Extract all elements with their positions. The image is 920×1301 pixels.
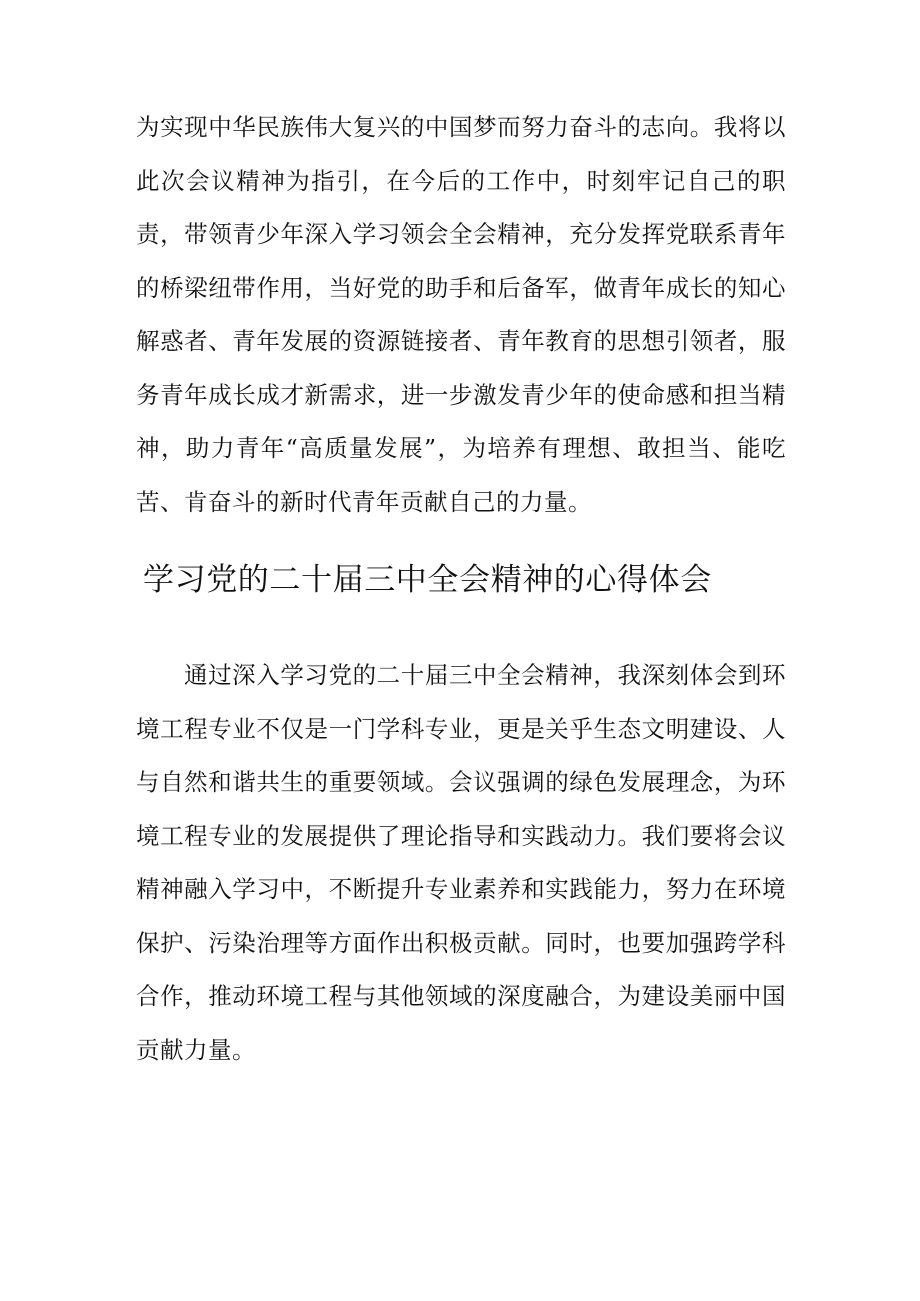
continued-paragraph: 为实现中华民族伟大复兴的中国梦而努力奋斗的志向。我将以此次会议精神为指引，在今后的工作中，时刻牢记自己的职责，带领青少年深入学习领会全会精神，充分发挥党联系青年的桥梁纽带作用，当好党的助手和后备军，做青年成长的知心解惑者、青年发展的资源链接者、青年教育的思想引领者，服务青年成长成才新需求，进一步激发青少年的使命感和担当精神，助力青年“高质量发展”，为培养有理想、敢担当、能吃苦、肯奋斗的新时代青年贡献自己的力量。 <box>136 113 786 516</box>
body-paragraph: 通过深入学习党的二十届三中全会精神，我深刻体会到环境工程专业不仅是一门学科专业，更是关乎生态文明建设、人与自然和谐共生的重要领域。会议强调的绿色发展理念，为环境工程专业的发展提供了理论指导和实践动力。我们要将会议精神融入学习中，不断提升专业素养和实践能力，努力在环境保护、污染治理等方面作出积极贡献。同时，也要加强跨学科合作，推动环境工程与其他领域的深度融合，为建设美丽中国贡献力量。 <box>136 661 786 1064</box>
section-title: 学习党的二十届三中全会精神的心得体会 <box>143 562 712 598</box>
